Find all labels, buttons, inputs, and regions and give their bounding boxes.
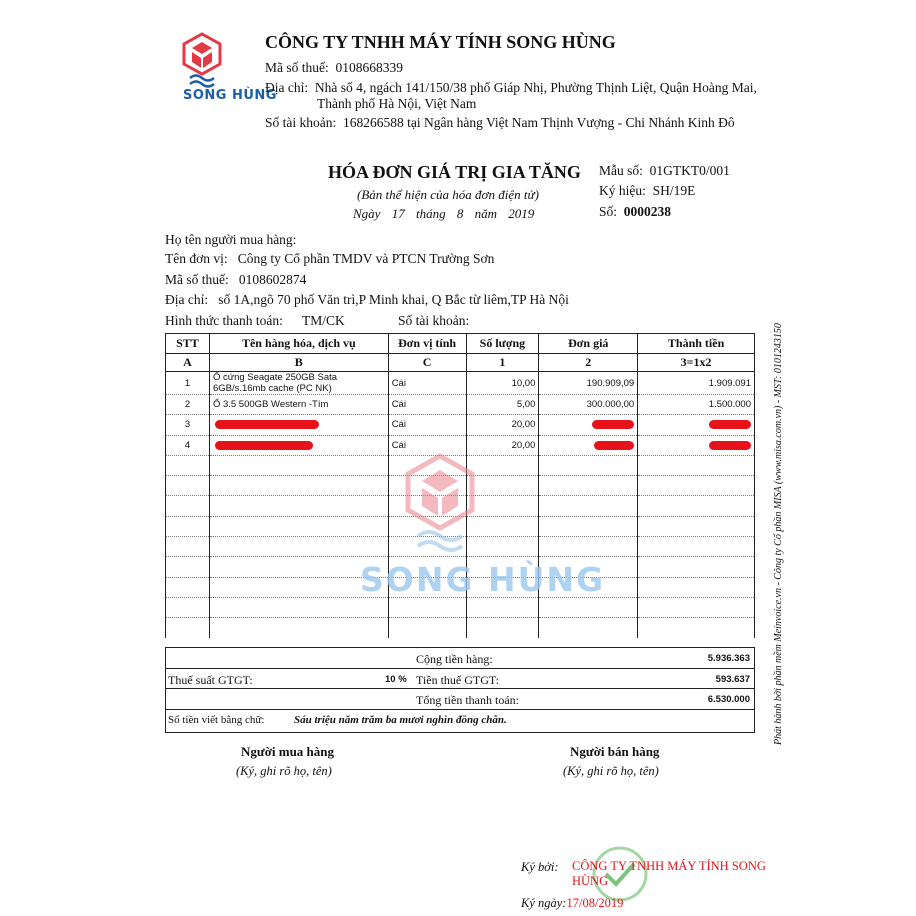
- row-price: 190.909,09: [539, 372, 638, 395]
- row-name-redacted: [209, 435, 388, 455]
- seller-signature-note: (Ký, ghi rõ họ, tên): [563, 764, 659, 778]
- number-value: 0000238: [623, 204, 672, 219]
- table-row: [166, 415, 755, 435]
- symbol-value: SH/19E: [652, 183, 696, 198]
- row-qty: 20,00: [466, 435, 539, 455]
- header-total: Thành tiền: [638, 334, 755, 354]
- row-name: Ổ 3.5 500GB Western -Tím: [209, 395, 388, 415]
- row-stt: 1: [166, 372, 210, 395]
- watermark-logo: [400, 452, 480, 557]
- number-row: [599, 204, 671, 220]
- month-value: 8: [456, 206, 464, 221]
- day-value: 17: [391, 206, 405, 221]
- row-name: Ổ cứng Seagate 250GB Sata 6GB/s.16mb cache (PC NK): [209, 372, 388, 395]
- vat-rate-label: Thuế suất GTGT:: [168, 672, 253, 687]
- row-stt: 4: [166, 435, 210, 455]
- company-tax-row: [265, 60, 403, 76]
- buyer-name-label: Họ tên người mua hàng:: [165, 232, 297, 247]
- subtotal-value: 5.936.363: [707, 653, 750, 664]
- vat-row: [166, 669, 754, 690]
- grand-total-row: [166, 689, 754, 710]
- signed-by-value: [572, 859, 766, 889]
- buyer-account-label: Số tài khoản:: [398, 313, 470, 328]
- buyer-address-label: Địa chỉ:: [165, 292, 209, 307]
- row-unit: Cái: [388, 435, 466, 455]
- buyer-unit: Công ty Cổ phần TMDV và PTCN Trường Sơn: [237, 251, 495, 266]
- company-name: CÔNG TY TNHH MÁY TÍNH SONG HÙNG: [265, 32, 616, 52]
- invoice-date: [353, 206, 542, 222]
- subheader-3: 3=1x2: [638, 354, 755, 372]
- row-qty: 10,00: [466, 372, 539, 395]
- row-qty: 20,00: [466, 415, 539, 435]
- year-value: 2019: [508, 206, 535, 221]
- vat-rate-value: 10 %: [385, 673, 407, 685]
- row-total: 1.500.000: [638, 395, 755, 415]
- row-price-redacted: [539, 415, 638, 435]
- symbol-row: [599, 183, 695, 199]
- number-label: Số:: [599, 204, 618, 219]
- signed-by-line2: HÙNG: [572, 874, 609, 888]
- company-account-row: [265, 115, 735, 131]
- row-stt: 2: [166, 395, 210, 415]
- table-subheader-row: [166, 354, 755, 372]
- header-name: Tên hàng hóa, dịch vụ: [209, 334, 388, 354]
- buyer-signature-note: (Ký, ghi rõ họ, tên): [236, 764, 332, 778]
- form-label: Mẫu số:: [599, 163, 643, 178]
- buyer-tax-row: [165, 272, 306, 288]
- buyer-tax-code: 0108602874: [238, 272, 307, 287]
- company-address-line1: Nhà số 4, ngách 141/150/38 phố Giáp Nhị, Phường Thịnh Liệt, Quận Hoàng Mai,: [314, 80, 757, 95]
- header-price: Đơn giá: [539, 334, 638, 354]
- company-account: 168266588 tại Ngân hàng Việt Nam Thịnh Vượng - Chi Nhánh Kinh Đô: [343, 115, 735, 130]
- row-total: 1.909.091: [638, 372, 755, 395]
- buyer-signature-title: Người mua hàng: [241, 744, 335, 759]
- redaction-mark: [215, 420, 319, 429]
- seller-signature-title: Người bán hàng: [570, 744, 660, 759]
- company-address-line2: Thành phố Hà Nội, Việt Nam: [317, 96, 477, 111]
- month-label: tháng: [415, 206, 446, 221]
- song-hung-logo-icon: [180, 32, 224, 88]
- day-label: Ngày: [353, 206, 381, 221]
- redaction-mark: [215, 441, 313, 450]
- buyer-unit-row: [165, 251, 494, 267]
- signed-date-label: Ký ngày:: [521, 896, 567, 910]
- subheader-1: 1: [466, 354, 539, 372]
- company-tax-code: 0108668339: [335, 60, 403, 75]
- buyer-unit-label: Tên đơn vị:: [165, 251, 228, 266]
- empty-row: [166, 597, 755, 617]
- table-row: [166, 372, 755, 395]
- table-row: [166, 395, 755, 415]
- signed-date-row: [521, 896, 623, 911]
- buyer-tax-label: Mã số thuế:: [165, 272, 229, 287]
- amount-in-words-row: [166, 710, 754, 732]
- company-address-row: [265, 80, 757, 96]
- row-total-redacted: [638, 435, 755, 455]
- subheader-2: 2: [539, 354, 638, 372]
- subtotal-label: Cộng tiền hàng:: [416, 652, 493, 666]
- form-row: [599, 163, 730, 179]
- row-unit: Cái: [388, 415, 466, 435]
- row-price: 300.000,00: [539, 395, 638, 415]
- payment-label: Hình thức thanh toán:: [165, 313, 283, 328]
- subtotal-row: [166, 648, 754, 669]
- row-name-redacted: [209, 415, 388, 435]
- buyer-address: số 1A,ngõ 70 phố Văn trì,P Minh khai, Q Bắc từ liêm,TP Hà Nội: [218, 292, 569, 307]
- symbol-label: Ký hiệu:: [599, 183, 646, 198]
- row-price-redacted: [539, 435, 638, 455]
- invoice-subtitle: (Bản thể hiện của hóa đơn điện tử): [357, 187, 539, 202]
- form-value: 01GTKT0/001: [649, 163, 730, 178]
- header-unit: Đơn vị tính: [388, 334, 466, 354]
- totals-block: [165, 647, 755, 733]
- signed-by-line1: CÔNG TY TNHH MÁY TÍNH SONG: [572, 859, 766, 873]
- logo-text: SONG HÙNG: [183, 88, 277, 103]
- signed-date-value: 17/08/2019: [566, 896, 624, 910]
- redaction-mark: [594, 441, 634, 450]
- company-tax-label: Mã số thuế:: [265, 60, 329, 75]
- redaction-mark: [709, 420, 751, 429]
- table-header-row: [166, 334, 755, 354]
- invoice-title: HÓA ĐƠN GIÁ TRỊ GIA TĂNG: [328, 162, 581, 182]
- watermark-logo-icon: [400, 452, 480, 552]
- vat-value: 593.637: [715, 673, 750, 685]
- signed-by-label: Ký bởi:: [521, 860, 559, 874]
- buyer-address-row: [165, 292, 569, 308]
- subheader-a: A: [166, 354, 210, 372]
- words-value: Sáu triệu năm trăm ba mươi nghìn đồng chẵn.: [294, 713, 507, 726]
- header-qty: Số lượng: [466, 334, 539, 354]
- grand-total-label: Tổng tiền thanh toán:: [416, 693, 519, 707]
- vertical-note: Phát hành bởi phần mềm Meinvoice.vn - Công ty Cổ phần MISA (www.misa.com.vn) - MST: 0101243150: [773, 323, 784, 745]
- words-label: Số tiền viết bằng chữ:: [168, 713, 265, 726]
- row-qty: 5,00: [466, 395, 539, 415]
- empty-row: [166, 618, 755, 638]
- year-label: năm: [474, 206, 497, 221]
- subheader-c: C: [388, 354, 466, 372]
- company-address-label: Địa chỉ:: [265, 80, 309, 95]
- company-account-label: Số tài khoản:: [265, 115, 337, 130]
- payment-row: [165, 313, 283, 329]
- redaction-mark: [592, 420, 634, 429]
- row-unit: Cái: [388, 372, 466, 395]
- row-total-redacted: [638, 415, 755, 435]
- watermark-text: SONG HÙNG: [360, 560, 606, 599]
- payment-value: TM/CK: [302, 313, 345, 328]
- row-stt: 3: [166, 415, 210, 435]
- row-unit: Cái: [388, 395, 466, 415]
- grand-total-value: 6.530.000: [707, 694, 750, 705]
- subheader-b: B: [209, 354, 388, 372]
- redaction-mark: [709, 441, 751, 450]
- header-stt: STT: [166, 334, 210, 354]
- vat-label: Tiền thuế GTGT:: [416, 672, 499, 687]
